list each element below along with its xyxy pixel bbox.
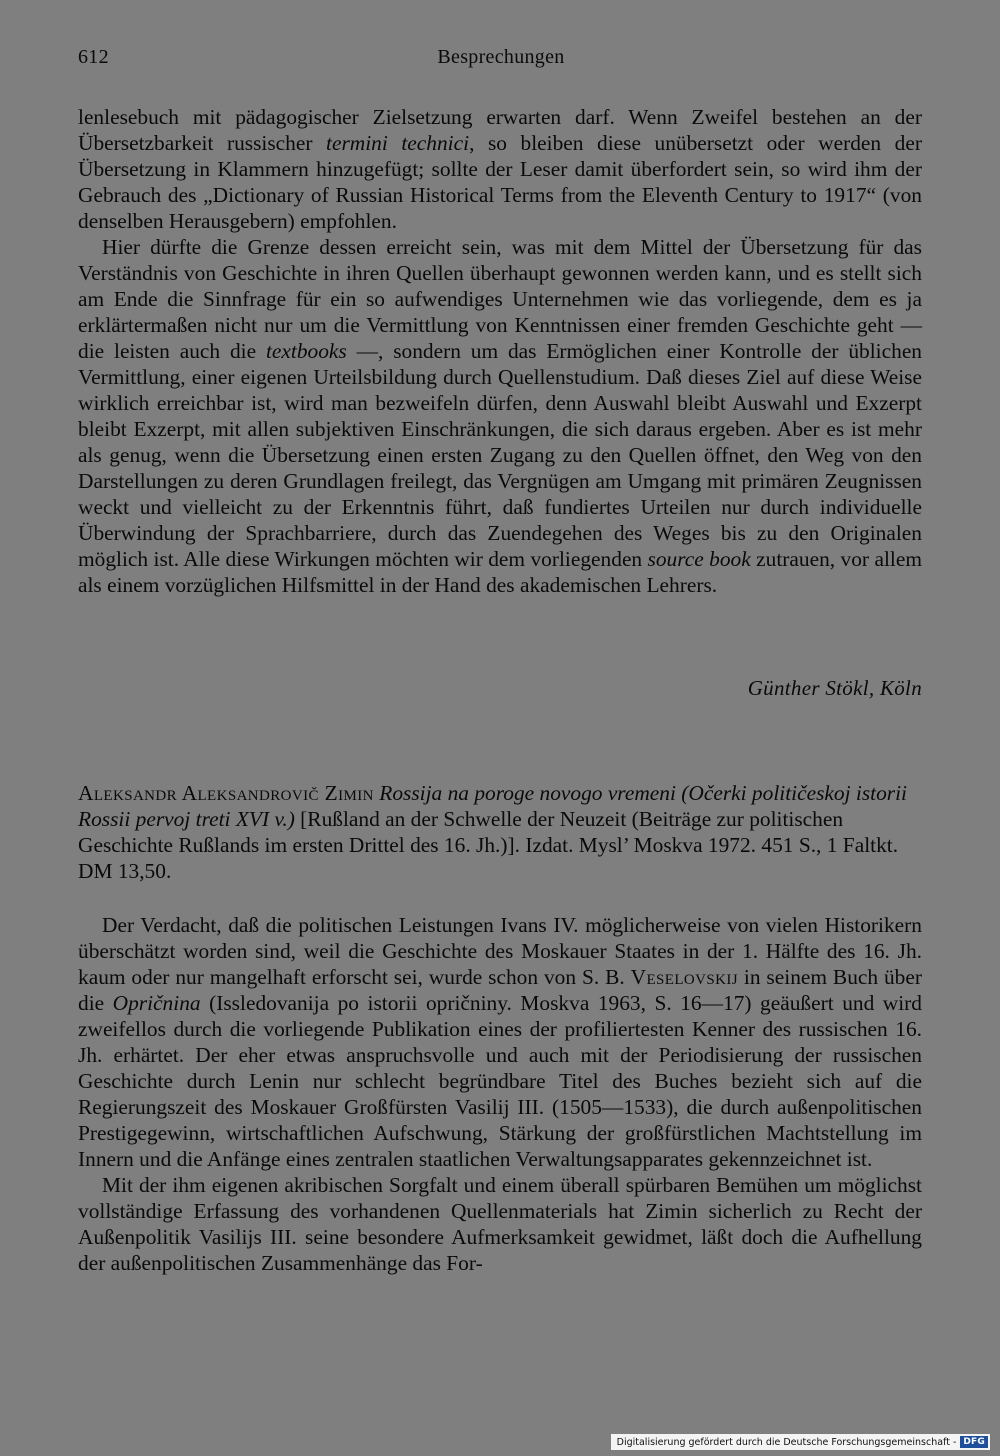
text-run: Hier dürfte die Grenze dessen erreicht sein, was mit dem Mittel der Übersetzung für das Verständnis von Geschichte in ihren Quellen überhaupt gewonnen werden kann, und es stellt sich am Ende die Sinnfrage für ein so aufwendiges Unternehmen wie das vorliegende, dem es ja erklärtermaßen nicht nur um die Vermittlung von Kenntnissen einer fremden Geschichte geht — die leisten auch die xyxy=(78,235,922,363)
italic-term: Rossija na poroge novogo vremeni (Očerki političeskoj istorii Rossii pervoj treti XVI v.) xyxy=(78,781,908,831)
text-run: lenlesebuch mit pädagogischer Zielsetzung erwarten darf. Wenn Zweifel bestehen an der Übersetzbarkeit russischer xyxy=(78,105,922,155)
paragraph xyxy=(78,104,922,234)
text-run: , so bleiben diese unübersetzt oder werden der Übersetzung in Klammern hinzugefügt; sollte der Leser damit überfordert sein, so wird ihm der Gebrauch des „Dictionary of Russian Historical Terms from the Eleventh Century to 1917“ (von denselben Herausgebern) empfohlen. xyxy=(78,131,922,233)
text-run: zutrauen, vor allem als einem vorzüglichen Hilfsmittel in der Hand des akademischen Lehrers. xyxy=(78,547,922,597)
review-bottom-body xyxy=(78,912,922,1276)
review-top-body xyxy=(78,104,922,598)
italic-term: source book xyxy=(647,547,751,571)
digitization-footer xyxy=(611,1434,990,1450)
text-run: (Issledovanija po istorii opričniny. Moskva 1963, S. 16—17) geäußert und wird zweifellos durch die vorliegende Publikation eines der profiliertesten Kenner des russischen 16. Jh. erhärtet. Der eher etwas anspruchsvolle und auch mit der Periodisierung der russischen Geschichte durch Lenin nur schlecht begründbare Titel des Buches bezieht sich auf die Regierungszeit des Moskauer Großfürsten Vasilij III. (1505—1533), die durch außenpolitischen Prestigegewinn, wirtschaftlichen Aufschwung, Stärkung der großfürstlichen Machtstellung im Innern und die Anfänge eines zentralen staatlichen Verwaltungsapparates gekennzeichnet ist. xyxy=(78,991,923,1171)
paragraph xyxy=(78,912,922,1172)
citation-text xyxy=(78,780,922,884)
italic-term: termini technici xyxy=(326,131,470,155)
author-name: Veselovskij xyxy=(630,965,738,989)
paragraph xyxy=(78,234,922,598)
text-run: Der Verdacht, daß die politischen Leistungen Ivans IV. möglicherweise von vielen Historikern überschätzt worden sind, weil die Geschichte des Moskauer Staates in der 1. Hälfte des 16. Jh. kaum oder nur mangelhaft erforscht sei, wurde schon von S. B. xyxy=(78,913,922,989)
text-run: in seinem Buch über die xyxy=(78,965,922,1015)
text-run: —, sondern um das Ermöglichen einer Kontrolle der üblichen Vermittlung, einer eigenen Urteilsbildung durch Quellenstudium. Daß dieses Ziel auf diese Weise wirklich erreichbar ist, wird man bezweifeln dürfen, denn Auswahl bleibt Auswahl und Exzerpt bleibt Exzerpt, mit allen subjektiven Einschränkungen, die sich daraus ergeben. Aber es ist mehr als genug, wenn die Übersetzung einen ersten Zugang zu den Quellen öffnet, den Weg von den Darstellungen zu deren Grundlagen freilegt, das Vergnügen am Umgang mit primären Zeugnissen weckt und vielleicht zu der Erkenntnis führt, daß fundiertes Urteilen nur durch individuelle Überwindung der Sprachbarriere, durch das Zuendegehen des Weges bis zu den Originalen möglich ist. Alle diese Wirkungen möchten wir dem vorliegenden xyxy=(78,339,923,571)
text-run: [Rußland an der Schwelle der Neuzeit (Beiträge zur politischen Geschichte Rußlands im ersten Drittel des 16. Jh.)]. Izdat. Mysl’ Moskva 1972. 451 S., 1 Faltkt. DM 13,50. xyxy=(78,807,899,883)
author-name: Aleksandr Aleksandrovič Zimin xyxy=(78,781,374,805)
paragraph xyxy=(78,1172,922,1276)
page-header xyxy=(78,46,924,76)
italic-term: textbooks xyxy=(265,339,347,363)
italic-term: Opričnina xyxy=(112,991,201,1015)
running-title: Besprechungen xyxy=(437,46,565,68)
footer-credit: Digitalisierung gefördert durch die Deutsche Forschungsgemeinschaft - xyxy=(616,1436,957,1448)
page-number: 612 xyxy=(78,46,109,68)
text-run: Mit der ihm eigenen akribischen Sorgfalt und einem überall spürbaren Bemühen um möglichst vollständige Erfassung des vorhandenen Quellenmaterials hat Zimin sicherlich zu Recht der Außenpolitik Vasilijs III. seine besondere Aufmerksamkeit gewidmet, läßt doch die Aufhellung der außenpolitischen Zusammenhänge das For- xyxy=(78,1173,922,1275)
dfg-logo: DFG xyxy=(960,1436,988,1448)
reviewer-signature: Günther Stökl, Köln xyxy=(747,676,922,700)
book-citation xyxy=(78,780,922,884)
